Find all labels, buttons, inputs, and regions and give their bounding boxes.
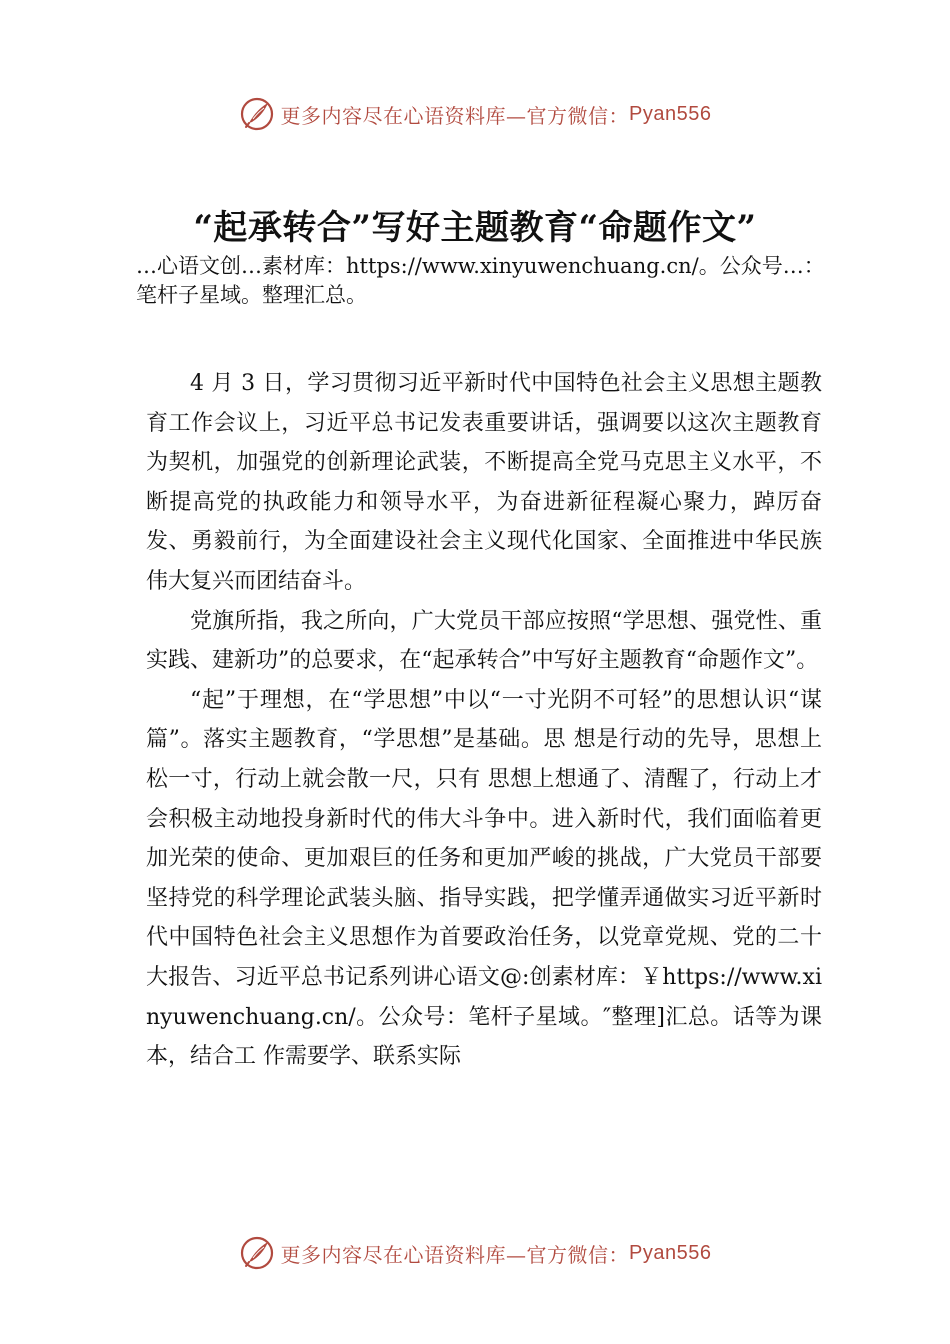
quill-pen-icon [239,1235,275,1271]
source-line: …心语文创…素材库：https://www.xinyuwenchuang.cn/。公众号…：笔杆子星域。整理汇总。 [136,254,825,307]
header-banner-text: 更多内容尽在心语资料库—官方微信： [280,103,630,128]
footer-banner-text: 更多内容尽在心语资料库—官方微信： [280,1242,630,1267]
header-wechat-id: Pyan556 [629,102,712,125]
footer-banner [0,1231,950,1275]
footer-wechat-id: Pyan556 [629,1241,712,1264]
paragraph-1: 4 月 3 日，学习贯彻习近平新时代中国特色社会主义思想主题教育工作会议上，习近平总书记发表重要讲话，强调要以这次主题教育为契机，加强党的创新理论武装，不断提高全党马克思主义水平，不断提高党的执政能力和领导水平，为奋进新征程凝心聚力，踔厉奋发、勇毅前行，为全面建设社会主义现代化国家、全面推进中华民族伟大复兴而团结奋斗。 [146,371,822,594]
header-banner [0,92,950,136]
quill-pen-icon [239,96,275,132]
paragraph-3: “起”于理想，在“学思想”中以“一寸光阴不可轻”的思想认识“谋篇”。落实主题教育，“学思想”是基础。思 想是行动的先导，思想上松一寸，行动上就会散一尺，只有 思想上想通了、清醒了，行动上才会积极主动地投身新时代的伟大斗争中。进入新时代，我们面临着更加光荣的使命、更加艰巨的任务和更加严峻的挑战，广大党员干部要坚持党的科学理论武装头脑、指导实践，把学懂弄通做实习近平新时代中国特色社会主义思想作为首要政治任务，以党章党规、党的二十大报告、习近平总书记系列讲心语文@:创素材库：￥https://www.xinyuwenchuang.cn/。公众号：笔杆子星域。″整理]汇总。话等为课本，结合工 作需要学、联系实际 [146,687,822,1070]
paragraph-2: 党旗所指，我之所向，广大党员干部应按照“学思想、强党性、重实践、建新功”的总要求，在“起承转合”中写好主题教育“命题作文”。 [146,608,822,674]
document-body [146,364,822,1077]
document-title: “起承转合”写好主题教育“命题作文” [193,208,757,248]
